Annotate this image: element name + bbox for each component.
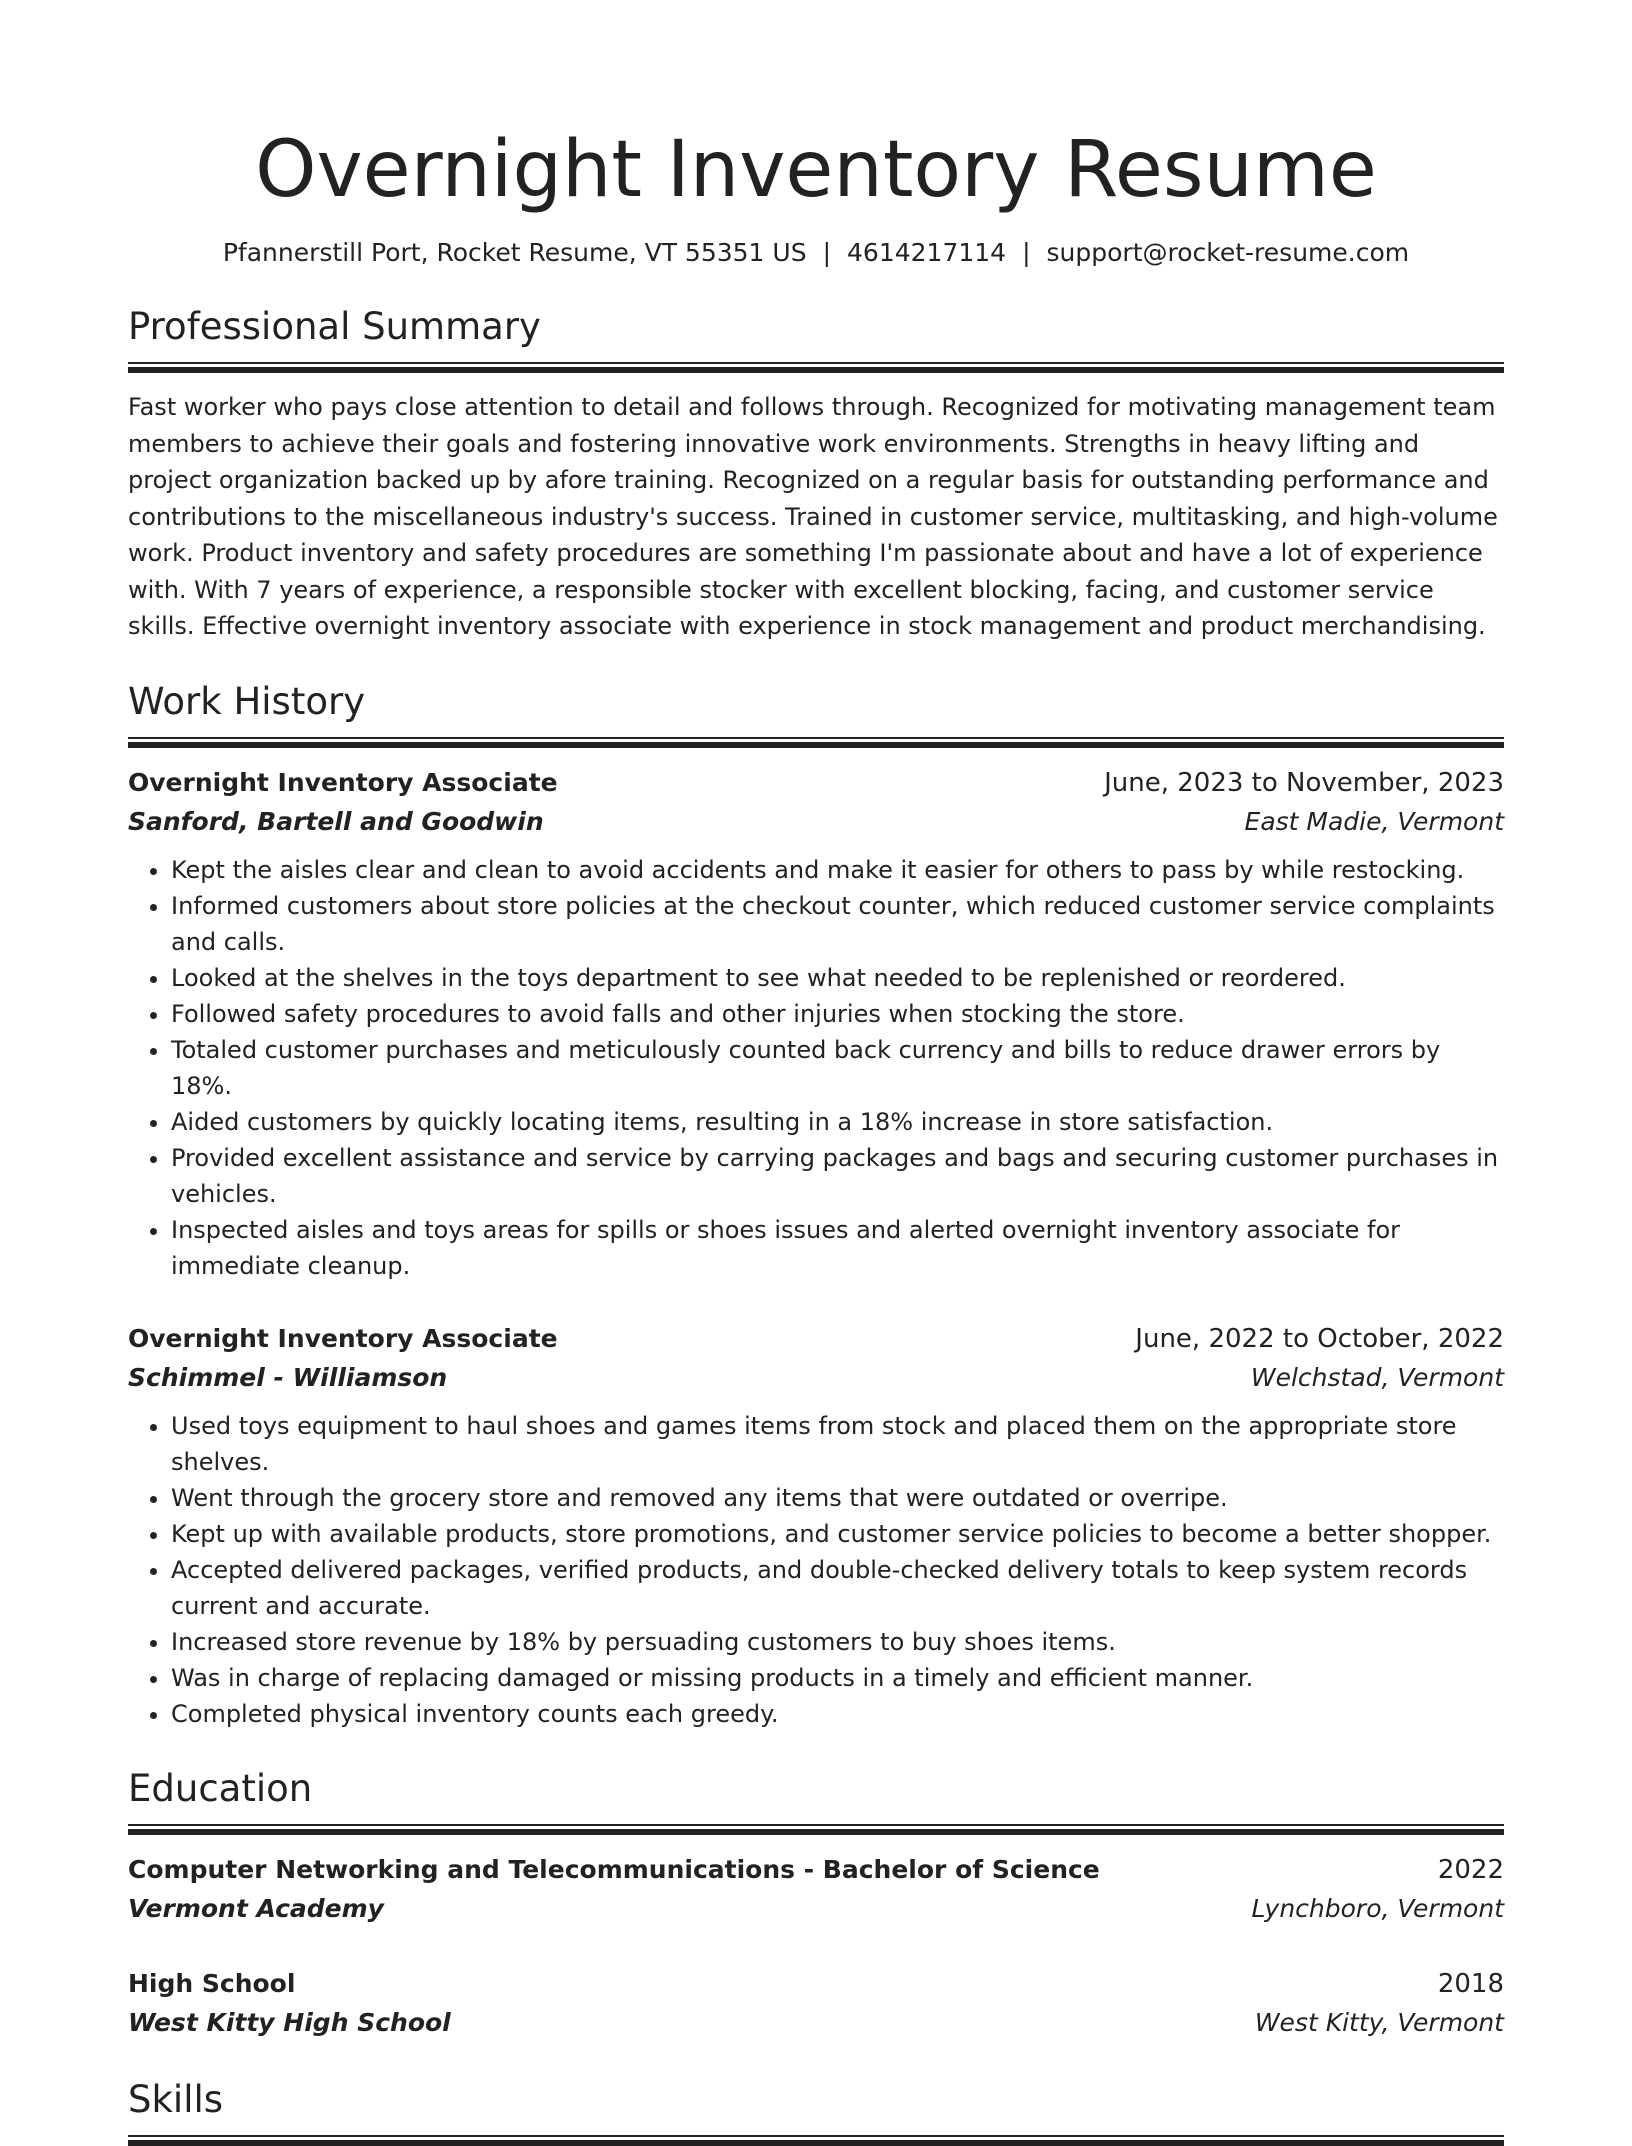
summary-section: [128, 304, 1504, 645]
job-bullet: • Increased store revenue by 18% by persuading customers to buy shoes items.: [171, 1624, 1504, 1660]
section-title-summary: Professional Summary: [128, 305, 541, 348]
job-role: Overnight Inventory Associate: [128, 767, 558, 797]
job-dates: June, 2022 to October, 2022: [1135, 1323, 1504, 1354]
education-section: [128, 1766, 1504, 2043]
job-bullet: • Used toys equipment to haul shoes and games items from stock and placed them on the appropriate store shelves.: [171, 1408, 1504, 1480]
skills-section: [128, 2077, 1504, 2146]
contact-line: [128, 236, 1504, 270]
job-bullet: • Looked at the shelves in the toys department to see what needed to be replenished or reordered.: [171, 960, 1504, 996]
job-bullet: • Was in charge of replacing damaged or missing products in a timely and efficient manner.: [171, 1660, 1504, 1696]
section-divider: [128, 1824, 1504, 1835]
work-history-section: [128, 679, 1504, 1732]
contact-email: support@rocket-resume.com: [1046, 238, 1410, 267]
contact-separator: |: [1022, 238, 1031, 267]
job-bullet: • Kept up with available products, store promotions, and customer service policies to become a better shopper.: [171, 1516, 1504, 1552]
job-bullet: • Accepted delivered packages, verified products, and double-checked delivery totals to keep system records current and accurate.: [171, 1552, 1504, 1624]
job-bullets: [128, 1408, 1504, 1732]
contact-separator: |: [822, 238, 832, 267]
job-entry: [128, 1320, 1504, 1732]
job-bullet: • Completed physical inventory counts each greedy.: [171, 1696, 1504, 1732]
job-bullet: • Provided excellent assistance and service by carrying packages and bags and securing customer purchases in vehicles.: [171, 1140, 1504, 1212]
job-bullet: • Aided customers by quickly locating items, resulting in a 18% increase in store satisfaction.: [171, 1104, 1504, 1140]
section-divider: [128, 737, 1504, 748]
education-location: West Kitty, Vermont: [1254, 2007, 1504, 2037]
job-bullet: • Informed customers about store policies at the checkout counter, which reduced customer service complaints and calls.: [171, 888, 1504, 960]
job-location: Welchstad, Vermont: [1250, 1362, 1504, 1392]
job-employer: Sanford, Bartell and Goodwin: [128, 806, 544, 836]
job-location: East Madie, Vermont: [1244, 806, 1504, 836]
job-bullet: • Followed safety procedures to avoid falls and other injuries when stocking the store.: [171, 996, 1504, 1032]
job-bullet: • Totaled customer purchases and meticulously counted back currency and bills to reduce drawer errors by 18%.: [171, 1032, 1504, 1104]
resume-title: Overnight Inventory Resume: [255, 125, 1377, 215]
section-title-work-history: Work History: [128, 679, 366, 723]
job-role: Overnight Inventory Associate: [128, 1323, 558, 1353]
job-employer: Schimmel - Williamson: [128, 1362, 448, 1392]
job-bullet: • Went through the grocery store and removed any items that were outdated or overripe.: [171, 1480, 1504, 1516]
job-bullet: • Kept the aisles clear and clean to avoid accidents and make it easier for others to pass by while restocking.: [171, 852, 1504, 888]
section-divider: [128, 362, 1504, 373]
job-bullets: [128, 852, 1504, 1284]
section-title-education: Education: [128, 1766, 313, 1810]
education-school: West Kitty High School: [128, 2007, 451, 2037]
education-year: 2022: [1437, 1854, 1504, 1885]
contact-phone: 4614217114: [847, 238, 1007, 267]
job-entry: [128, 764, 1504, 1284]
contact-address: Pfannerstill Port, Rocket Resume, VT 55351 US: [222, 238, 807, 267]
education-degree: Computer Networking and Telecommunications - Bachelor of Science: [128, 1854, 1100, 1884]
section-divider: [128, 2135, 1504, 2146]
education-degree: High School: [128, 1968, 296, 1998]
job-bullet: • Inspected aisles and toys areas for spills or shoes issues and alerted overnight inventory associate for immediate cleanup.: [171, 1212, 1504, 1284]
job-dates: June, 2023 to November, 2023: [1104, 767, 1504, 798]
education-location: Lynchboro, Vermont: [1251, 1893, 1504, 1923]
education-entry: [128, 1965, 1504, 2043]
section-title-skills: Skills: [128, 2077, 224, 2121]
education-year: 2018: [1437, 1968, 1504, 1999]
education-school: Vermont Academy: [128, 1893, 384, 1923]
summary-text: Fast worker who pays close attention to detail and follows through. Recognized for motivating management team members to achieve their goals and fostering innovative work environments. Strengths in heavy lifting and project organization backed up by afore training. Recognized on a regular basis for outstanding performance and contributions to the miscellaneous industry's success. Trained in customer service, multitasking, and high-volume work. Product inventory and safety procedures are something I'm passionate about and have a lot of experience with. With 7 years of experience, a responsible stocker with excellent blocking, facing, and customer service skills. Effective overnight inventory associate with experience in stock management and product merchandising.: [128, 393, 1498, 640]
education-entry: [128, 1851, 1504, 1929]
